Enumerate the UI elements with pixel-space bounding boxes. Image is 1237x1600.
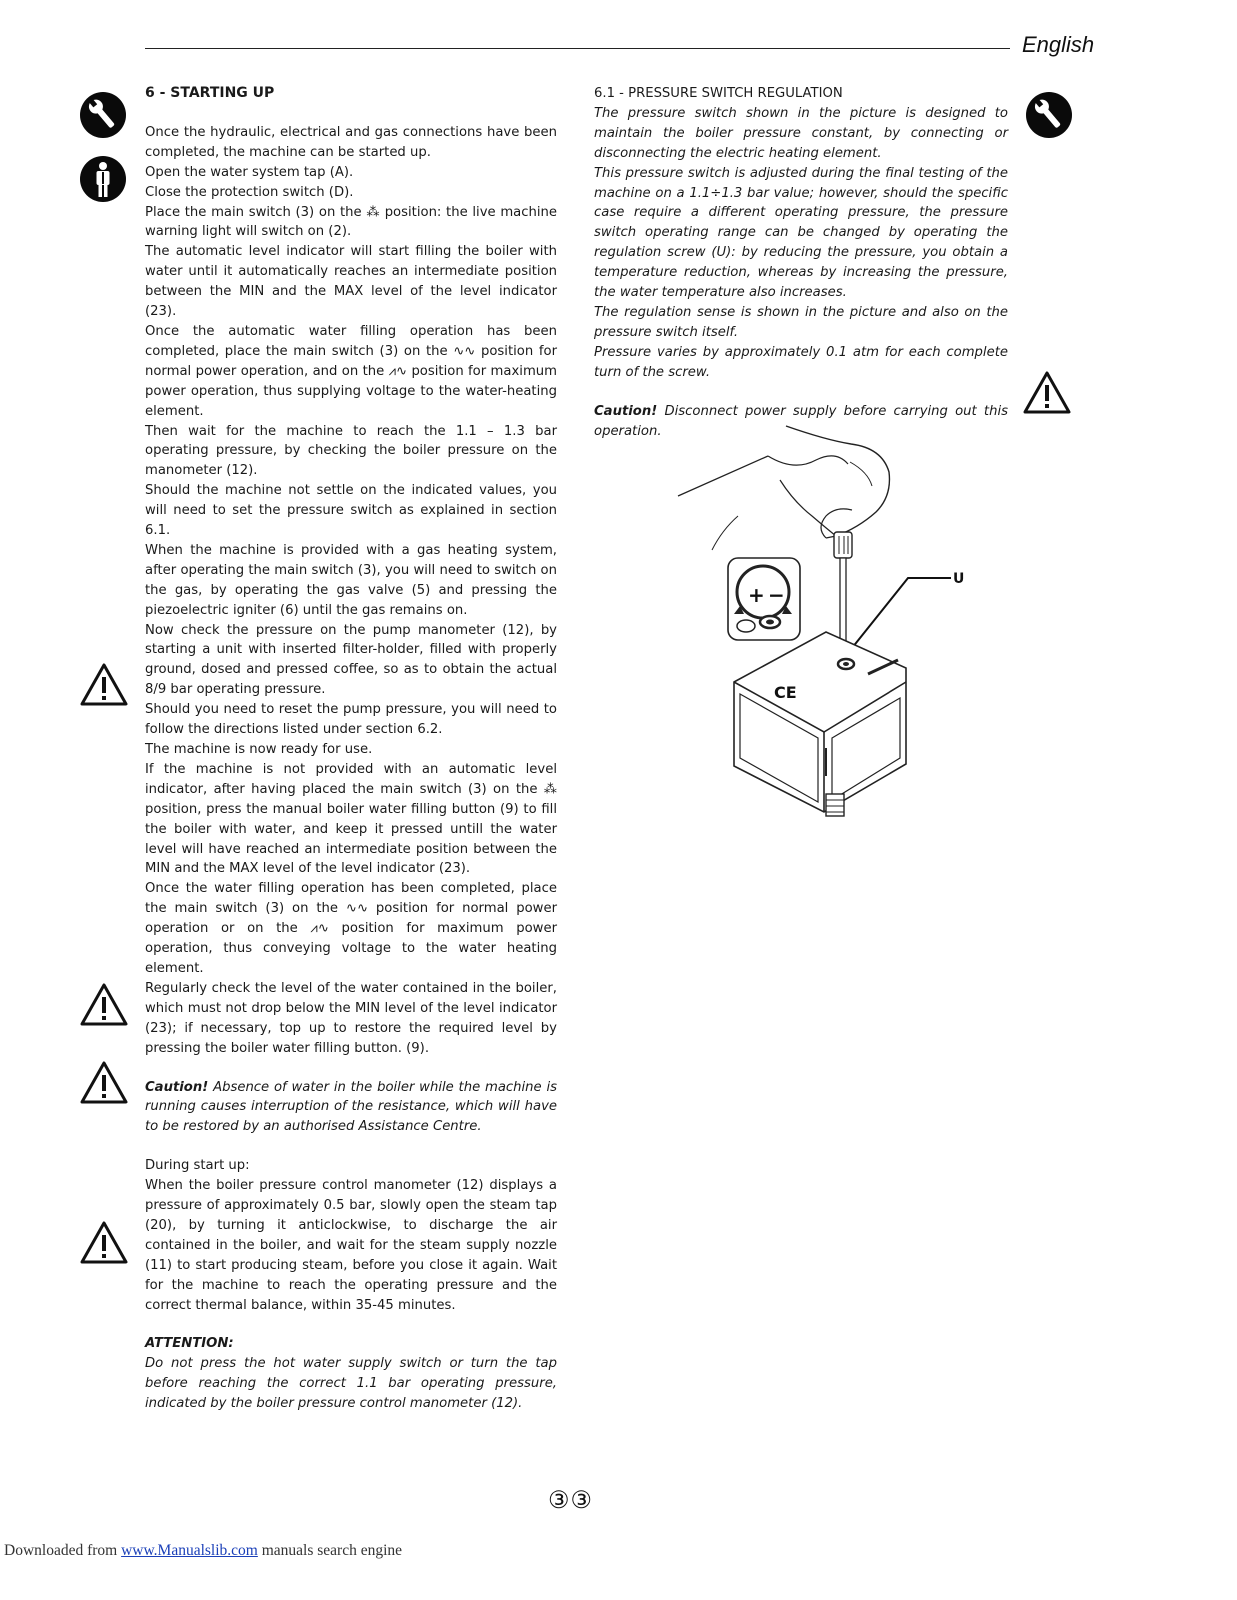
caution-text: Disconnect power supply before carrying out this operation. (594, 403, 1008, 439)
caution-label: Caution! (594, 403, 658, 419)
attention-label: ATTENTION: (145, 1336, 234, 1352)
download-footer (4, 1542, 402, 1560)
warning-icon (79, 662, 129, 707)
warning-icon (79, 1220, 129, 1265)
wrench-icon (80, 92, 126, 138)
plus-sign: + (748, 583, 765, 607)
footer-prefix: Downloaded from (4, 1542, 122, 1559)
paragraph: Now check the pressure on the pump manometer (12), by starting a unit with inserted filter-holder, filled with properly ground, dosed and pressed coffee, so as to obtain the actual 8/9 bar operating pressure. (145, 622, 557, 698)
paragraph: The automatic level indicator will start filling the boiler with water until it automatically reaches an intermediate position between the MIN and the MAX level of the level indicator (23). (145, 244, 557, 320)
page-number: ③③ (548, 1486, 594, 1514)
pressure-switch-illustration (676, 420, 976, 830)
paragraph: If the machine is not provided with an automatic level indicator, after having placed the main switch (3) on the ⁂ position, press the manual boiler water filling button (9) to fill the boiler with water, and keep it pressed untill the water level will have reached an intermediate position between the MIN and the MAX level of the level indicator (23). (145, 761, 557, 877)
warning-icon (79, 1060, 129, 1105)
paragraph: Should you need to reset the pump pressure, you will need to follow the directions listed under section 6.2. (145, 702, 557, 738)
subsection-heading: 6.1 - PRESSURE SWITCH REGULATION (594, 86, 843, 101)
warning-icon (79, 982, 129, 1027)
paragraph: This pressure switch is adjusted during the final testing of the machine on a 1.1÷1.3 bar value; however, should the specific case require a different operating pressure, the pressure switch operating range can be changed by operating the regulation screw (U): by reducing the pressure, you obtain a temperature reduction, whereas by increasing the pressure, the water temperature also increases. (594, 165, 1008, 301)
ce-mark: CE (774, 683, 797, 702)
startup-title: During start up: (145, 1158, 250, 1174)
paragraph: Should the machine not settle on the indicated values, you will need to set the pressure switch as explained in section 6.1. (145, 483, 557, 539)
paragraph: Once the water filling operation has been completed, place the main switch (3) on the ∿∿ position for normal power operation or on the ⩘∿ position for maximum power operation, thus conveying voltage to the water heating element. (145, 881, 557, 976)
startup-text: When the boiler pressure control manometer (12) displays a pressure of approximately 0.5 bar, slowly open the steam tap (20), by turning it anticlockwise, to discharge the air contained in the boiler, and wait for the steam supply nozzle (11) to start producing steam, before you close it again. Wait for the machine to reach the operating pressure and the correct thermal balance, within 35-45 minutes. (145, 1178, 557, 1313)
footer-suffix: manuals search engine (257, 1542, 403, 1559)
section-heading: 6 - STARTING UP (145, 85, 275, 101)
right-column (594, 84, 1008, 441)
language-label: English (1022, 32, 1095, 57)
manualslib-link[interactable]: www.Manualslib.com (121, 1542, 258, 1559)
warning-icon (1022, 370, 1072, 415)
left-column (145, 84, 557, 1414)
paragraph: The pressure switch shown in the picture is designed to maintain the boiler pressure constant, by connecting or disconnecting the electric heating element. (594, 105, 1008, 161)
minus-sign: − (768, 583, 785, 607)
paragraph: Close the protection switch (D). (145, 184, 354, 200)
wrench-icon (1026, 92, 1072, 138)
paragraph: Open the water system tap (A). (145, 164, 354, 180)
paragraph: Place the main switch (3) on the ⁂ position: the live machine warning light will switch on (2). (145, 204, 557, 240)
attention-text: Do not press the hot water supply switch or turn the tap before reaching the correct 1.1 bar operating pressure, indicated by the boiler pressure control manometer (12). (145, 1356, 557, 1412)
paragraph: Once the automatic water filling operation has been completed, place the main switch (3) on the ∿∿ position for normal power operation, and on the ⩘∿ position for maximum power operation, thus supplying voltage to the water-heating element. (145, 323, 557, 419)
paragraph: The machine is now ready for use. (145, 742, 373, 757)
operator-icon (80, 156, 126, 202)
caution-label: Caution! (145, 1079, 209, 1095)
paragraph: Regularly check the level of the water contained in the boiler, which must not drop below the MIN level of the level indicator (23); if necessary, top up to restore the required level by pressing the boiler water filling button. (9). (145, 980, 557, 1056)
paragraph: Then wait for the machine to reach the 1.1 – 1.3 bar operating pressure, by checking the boiler pressure on the manometer (12). (145, 423, 557, 479)
callout-label: U (953, 571, 965, 587)
paragraph: The regulation sense is shown in the picture and also on the pressure switch itself. (594, 304, 1008, 340)
paragraph: When the machine is provided with a gas heating system, after operating the main switch (3), you will need to switch on the gas, by operating the gas valve (5) and pressing the piezoelectric igniter (6) until the gas remains on. (145, 542, 557, 618)
paragraph: Pressure varies by approximately 0.1 atm for each complete turn of the screw. (594, 344, 1008, 380)
header-rule (145, 48, 1010, 49)
caution-text: Absence of water in the boiler while the machine is running causes interruption of the resistance, which will have to be restored by an authorised Assistance Centre. (145, 1079, 557, 1135)
caution-note (145, 1078, 557, 1138)
paragraph: Once the hydraulic, electrical and gas connections have been completed, the machine can be started up. (145, 124, 557, 160)
